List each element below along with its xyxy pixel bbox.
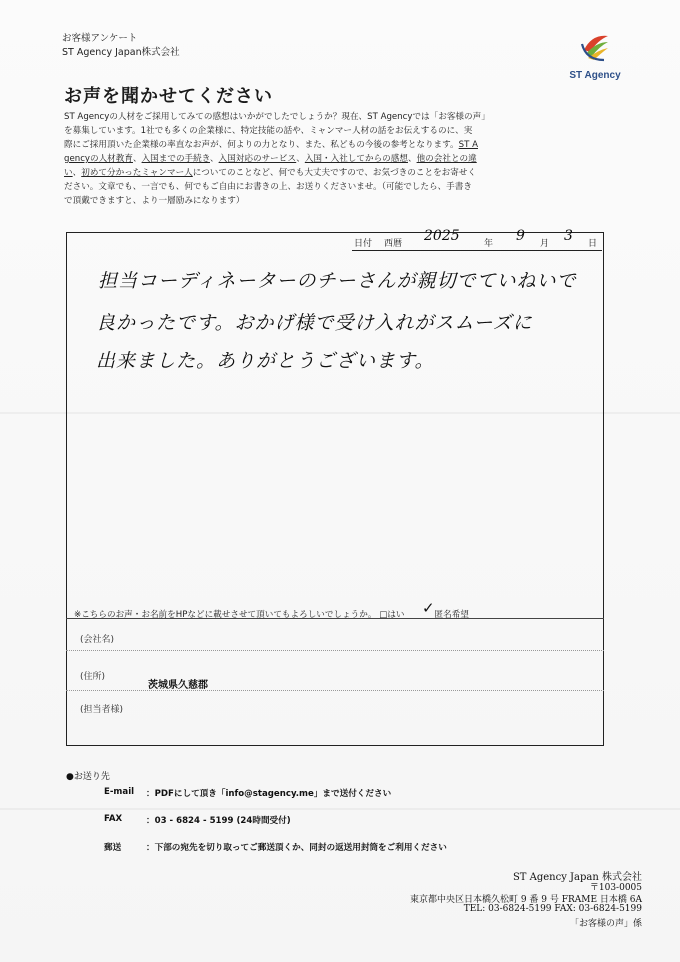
- date-prefix: 日付: [354, 239, 373, 249]
- address-label: (住所): [80, 672, 106, 682]
- intro-separator: 、: [210, 154, 219, 164]
- company-address: 東京都中央区日本橋久松町 9 番 9 号 FRAME 日本橋 6A: [409, 895, 642, 905]
- intro-topic-services: 入国対応のサービス: [218, 154, 297, 164]
- email-instructions: ：PDFにして頂き「info@stagency.me」まで送付ください: [146, 789, 392, 799]
- date-day-unit: 日: [588, 239, 598, 249]
- intro-line-7: で頂戴できますと、より一層励みになります）: [64, 196, 245, 206]
- logo-text: ST Agency: [569, 70, 621, 81]
- date-year[interactable]: 2025: [424, 228, 460, 244]
- intro-separator: 、: [407, 154, 417, 164]
- date-month[interactable]: 9: [516, 228, 525, 244]
- permission-anonymous-option[interactable]: 匿名希望: [434, 610, 469, 620]
- intro-topic-differences: 他の会社との違: [416, 154, 477, 164]
- address-value[interactable]: 茨城県久慈郡: [148, 680, 208, 691]
- paper-fold-lower: [0, 808, 680, 810]
- intro-line-5-text: についてのことなど、何でも大丈夫ですので、お気づきのことをお寄せく: [192, 168, 477, 178]
- date-month-unit: 月: [540, 239, 550, 249]
- date-era: 西暦: [384, 239, 403, 249]
- company-department: 「お客様の声」係: [569, 919, 642, 929]
- permission-yes-checkbox[interactable]: □はい: [379, 610, 405, 620]
- permission-divider: [66, 618, 604, 619]
- company-name: ST Agency Japan 株式会社: [512, 872, 642, 883]
- email-label: E-mail: [104, 787, 135, 797]
- survey-label: お客様アンケート: [62, 33, 138, 44]
- header-company-label: ST Agency Japan株式会社: [62, 47, 180, 58]
- intro-line-4: [64, 152, 616, 166]
- intro-line-3-text: 際にご採用頂いた企業様の率直なお声が、何よりの力となり、また、私どもの今後の参考となります。: [64, 140, 459, 150]
- post-label: 郵送: [104, 843, 122, 853]
- st-agency-logo: [560, 30, 630, 81]
- intro-topic-myanmar: 初めて分かったミャンマー人: [81, 168, 193, 178]
- intro-topic-impressions: 入国・入社してからの感想: [304, 154, 408, 164]
- intro-separator: 、: [72, 168, 82, 178]
- date-day[interactable]: 3: [564, 228, 573, 244]
- intro-line-2: を募集しています。1社でも多くの企業様に、特定技能の話や、ミャンマー人材の話をお伝えするのに、実: [64, 126, 473, 136]
- date-year-unit: 年: [484, 239, 494, 249]
- send-to-heading: ●お送り先: [66, 772, 110, 782]
- fax-number: ：03 - 6824 - 5199 (24時間受付): [146, 816, 291, 826]
- permission-question-text: ※こちらのお声・お名前をHPなどに載せさせて頂いてもよろしいでしょうか。: [74, 610, 377, 620]
- st-agency-emblem-icon: [578, 30, 612, 64]
- intro-line-1: ST Agencyの人材をご採用してみての感想はいかがでしたでしょうか？現在、ST Agencyでは「お客様の声」: [64, 112, 490, 122]
- intro-separator: 、: [132, 154, 142, 164]
- intro-line-3: [64, 138, 616, 152]
- company-name-label: (会社名): [80, 635, 115, 645]
- date-underline: [352, 250, 602, 251]
- intro-line-6: ださい。文章でも、一言でも、何でもご自由にお書きの上、お送りくださいませ。（可能でしたら、手書き: [64, 182, 472, 192]
- intro-topic-education: gencyの人材教育: [64, 154, 133, 164]
- intro-underlined-st-agency: ST A: [458, 140, 478, 150]
- company-zip: 〒103-0005: [589, 883, 642, 893]
- address-field[interactable]: [66, 690, 604, 691]
- comment-line-3[interactable]: 出来ました。ありがとうございます。: [96, 350, 435, 372]
- intro-separator: 、: [296, 154, 305, 164]
- intro-line-5: [64, 166, 616, 180]
- post-instructions: ：下部の宛先を切り取ってご郵送頂くか、同封の返送用封筒をご利用ください: [146, 843, 447, 853]
- intro-paragraph: [64, 110, 616, 208]
- fax-label: FAX: [104, 814, 123, 824]
- comment-line-1[interactable]: 担当コーディネーターのチーさんが親切でていねいで: [98, 270, 577, 292]
- anonymous-checkmark-icon[interactable]: ✓: [421, 599, 435, 617]
- comment-line-2[interactable]: 良かったです。おかげ様で受け入れがスムーズに: [96, 312, 533, 334]
- company-tel-fax: TEL: 03-6824-5199 FAX: 03-6824-5199: [463, 904, 642, 914]
- intro-topic-procedures: 入国までの手続き: [141, 154, 210, 164]
- page-title: お声を聞かせてください: [64, 86, 273, 107]
- contact-person-label: (担当者様): [80, 705, 124, 715]
- intro-topic-differences-end: い: [64, 168, 73, 178]
- company-name-field[interactable]: [66, 650, 604, 651]
